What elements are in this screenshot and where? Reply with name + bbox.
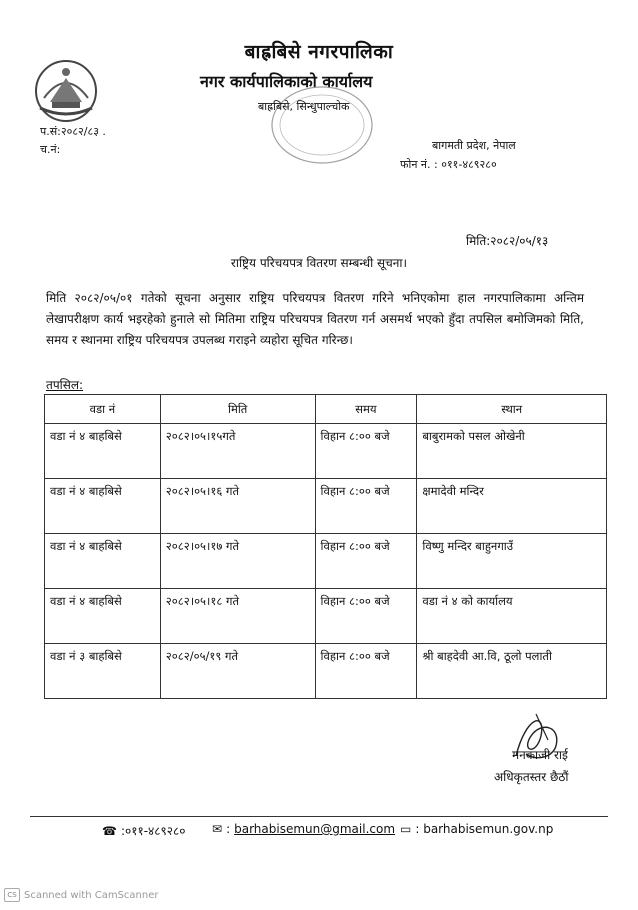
notice-body: मिति २०८२/०५/०१ गतेको सूचना अनुसार राष्ट्रिय परिचयपत्र वितरण गरिने भनिएकोमा हाल नगरपालिकामा अन्तिम लेखापरीक्षण कार्य भइरहेको हुनाले सो मितिमा राष्ट्रिय परिचयपत्र वितरण गर्न असमर्थ भएको हुँदा तपसिल बमोजिमको मिति, समय र स्थानमा राष्ट्रिय परिचयपत्र उपलब्ध गराइने व्यहोरा सूचित गरिन्छ। [46, 291, 584, 347]
reference-number: प.सं:२०८२/८३ . [40, 125, 106, 138]
municipality-name: बाह्रबिसे नगरपालिका [244, 41, 394, 63]
mail-icon: ✉ [212, 822, 223, 836]
time-cell: विहान ८:०० बजे [315, 589, 417, 644]
table-row [45, 534, 607, 589]
location-cell: विष्णु मन्दिर बाहुनगाउँ [417, 534, 607, 589]
footer-email-prefix: : [226, 822, 231, 836]
footer-web-text[interactable]: : barhabisemun.gov.np [415, 822, 554, 836]
footer-email [212, 822, 395, 836]
date-cell: २०८२।०५।१६ गते [160, 479, 315, 534]
camscanner-watermark [4, 888, 159, 902]
ward-cell: वडा नं ४ बाहबिसे [45, 424, 161, 479]
table-row [45, 644, 607, 699]
column-header: स्थान [417, 395, 607, 424]
table-row [45, 479, 607, 534]
table-row [45, 424, 607, 479]
time-cell: विहान ८:०० बजे [315, 479, 417, 534]
date-cell: २०८२।०५।१८ गते [160, 589, 315, 644]
header-phone: फोन नं. : ०११-४८९२८० [400, 158, 497, 171]
column-header: मिति [160, 395, 315, 424]
footer-divider [30, 816, 608, 817]
location-cell: श्री बाहदेवी आ.वि, ठूलो पलाती [417, 644, 607, 699]
location-cell: क्षमादेवी मन्दिर [417, 479, 607, 534]
notice-date: मिति:२०८२/०५/१३ [466, 234, 549, 248]
computer-icon: ▭ [400, 822, 412, 836]
time-cell: विहान ८:०० बजे [315, 424, 417, 479]
office-address: बाह्रबिसे, सिन्धुपाल्चोक [258, 100, 350, 113]
camscanner-text: Scanned with CamScanner [24, 889, 159, 901]
time-cell: विहान ८:०० बजे [315, 644, 417, 699]
footer-web [400, 822, 553, 836]
office-name: नगर कार्यपालिकाको कार्यालय [200, 72, 373, 91]
ward-cell: वडा नं ४ बाहबिसे [45, 589, 161, 644]
phone-icon: ☎ [102, 823, 117, 838]
ward-cell: वडा नं ४ बाहबिसे [45, 479, 161, 534]
date-cell: २०८२।०५।१७ गते [160, 534, 315, 589]
notice-subject: राष्ट्रिय परिचयपत्र वितरण सम्बन्धी सूचना। [230, 256, 408, 270]
dispatch-number: च.नं: [40, 143, 61, 156]
table-row [45, 589, 607, 644]
column-header: समय [315, 395, 417, 424]
province-label: बागमती प्रदेश, नेपाल [432, 139, 516, 152]
camscanner-logo-icon: CS [4, 888, 20, 902]
signatory-name: मनकाजी राई [512, 748, 568, 762]
schedule-table [44, 394, 607, 699]
time-cell: विहान ८:०० बजे [315, 534, 417, 589]
column-header: वडा नं [45, 395, 161, 424]
location-cell: बाबुरामको पसल ओखेनी [417, 424, 607, 479]
ward-cell: वडा नं ४ बाहबिसे [45, 534, 161, 589]
table-header-row [45, 395, 607, 424]
location-cell: वडा नं ४ को कार्यालय [417, 589, 607, 644]
nepal-emblem-icon [30, 58, 102, 124]
footer-email-link[interactable]: barhabisemun@gmail.com [234, 822, 396, 836]
footer-phone [102, 822, 186, 839]
signatory-title: अधिकृतस्तर छैठौं [494, 770, 569, 784]
tapasil-label: तपसिल: [46, 378, 84, 392]
date-cell: २०८२।०५।१५गते [160, 424, 315, 479]
footer-phone-text: :०११-४८९२८० [120, 824, 186, 838]
date-cell: २०८२/०५/१९ गते [160, 644, 315, 699]
ward-cell: वडा नं ३ बाहबिसे [45, 644, 161, 699]
office-stamp-icon [268, 83, 376, 167]
